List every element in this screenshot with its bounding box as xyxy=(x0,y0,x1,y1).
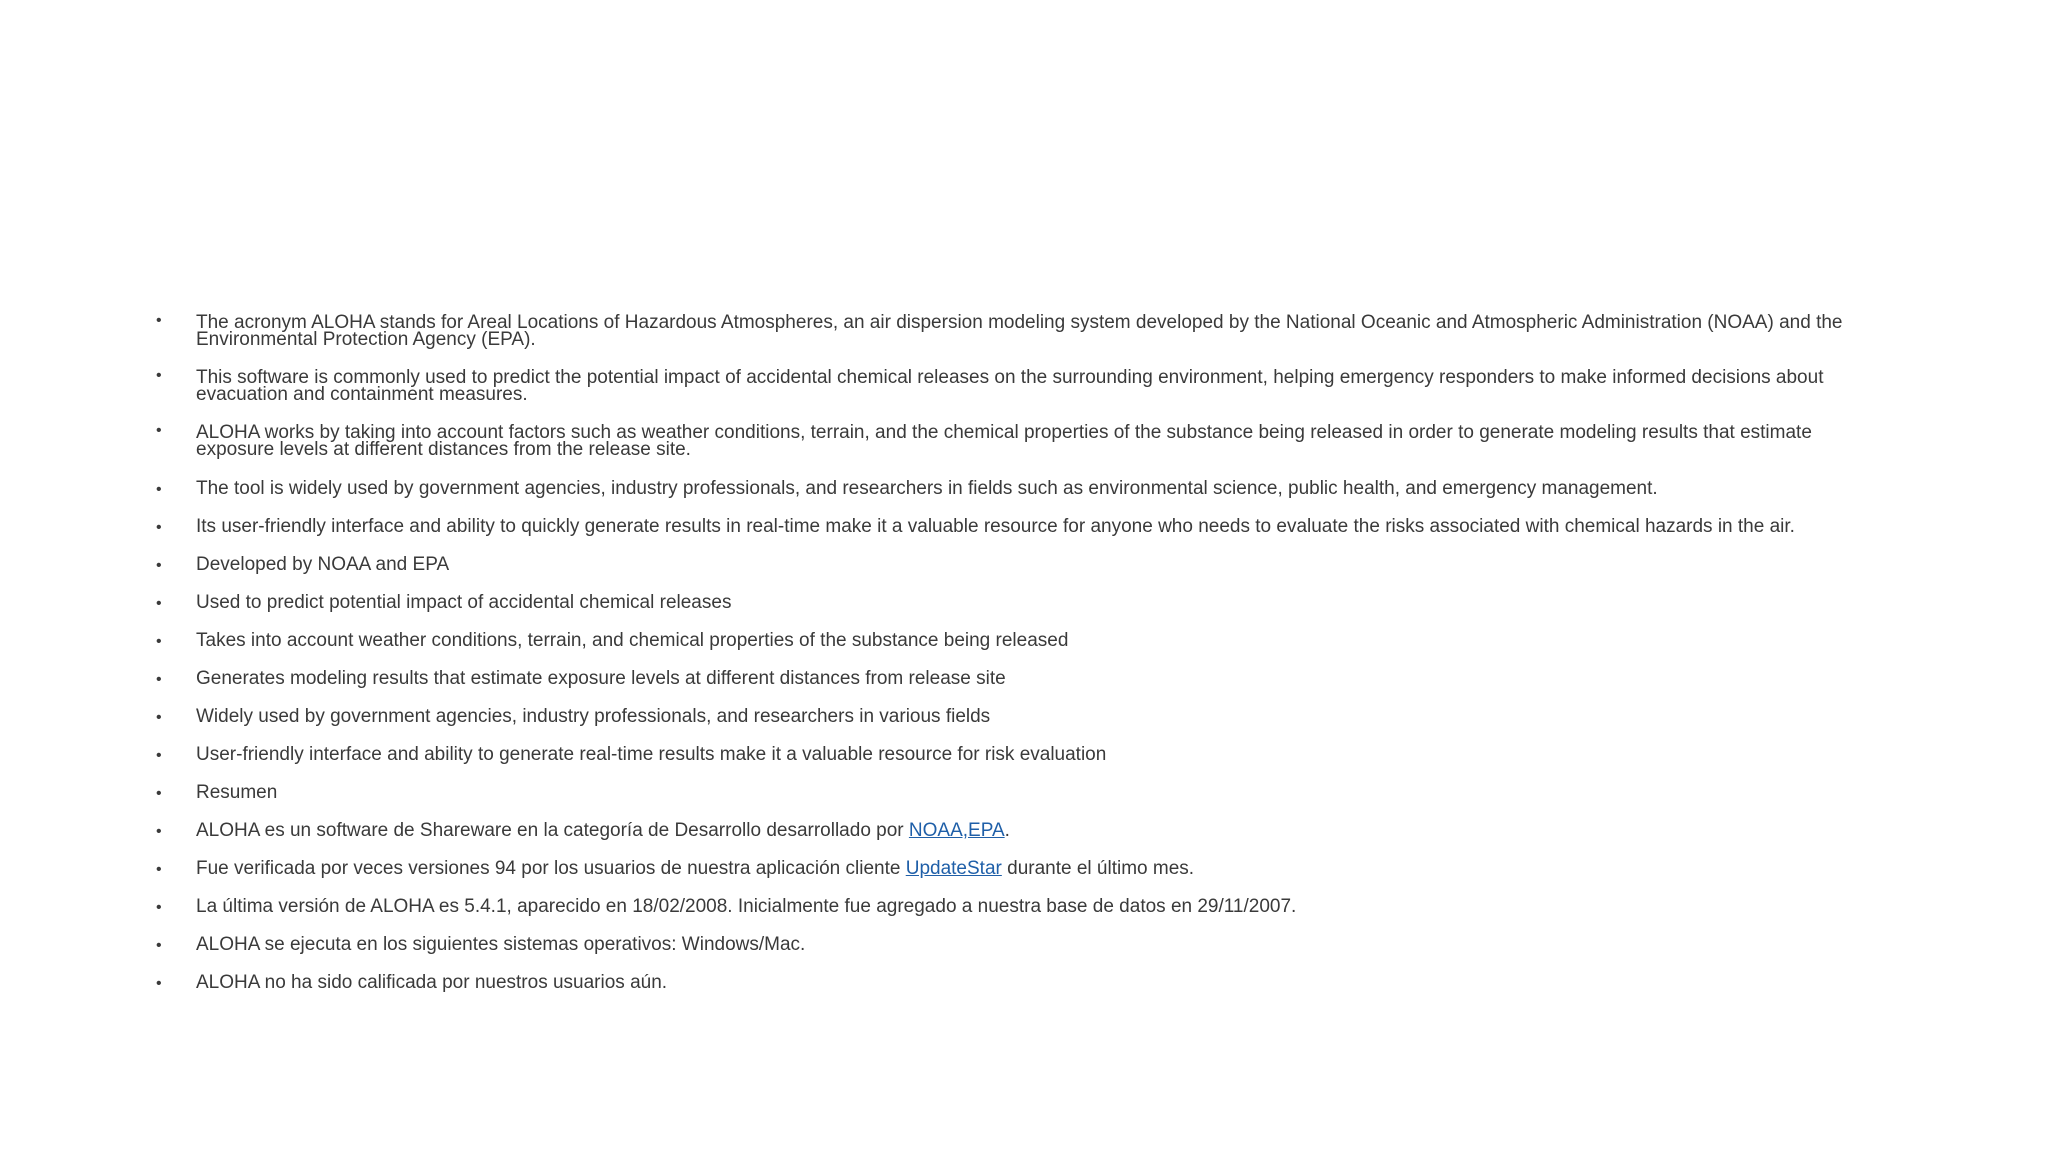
bullet-text: User-friendly interface and ability to generate real-time results make it a valuable resource for risk evaluation xyxy=(196,744,1107,765)
bullet-text: The tool is widely used by government agencies, industry professionals, and researchers in fields such as environmental science, public health, and emergency management. xyxy=(196,478,1658,499)
bullet-icon: • xyxy=(156,595,162,612)
bullet-item-shareware xyxy=(150,819,1890,843)
bullet-text-after: . xyxy=(1004,820,1010,841)
bullet-text: Its user-friendly interface and ability to quickly generate results in real-time make it a valuable resource for anyone who needs to evaluate the risks associated with chemical hazards in the air. xyxy=(196,516,1795,537)
bullet-text: Takes into account weather conditions, terrain, and chemical properties of the substance being released xyxy=(196,630,1069,651)
bullet-text: Widely used by government agencies, industry professionals, and researchers in various fields xyxy=(196,706,991,727)
bullet-item-software-use xyxy=(150,367,1890,403)
noaa-epa-link[interactable]: NOAA,EPA xyxy=(908,820,1005,841)
bullet-item-developed-by xyxy=(150,553,1890,577)
bullet-item-resumen xyxy=(150,781,1890,805)
bullet-text-after: durante el último mes. xyxy=(1001,858,1195,879)
bullet-item-rating xyxy=(150,971,1890,995)
bullet-icon: • xyxy=(156,671,162,688)
bullet-icon: • xyxy=(156,975,162,992)
bullet-text: Developed by NOAA and EPA xyxy=(196,554,450,575)
bullet-text: Used to predict potential impact of accidental chemical releases xyxy=(196,592,732,613)
bullet-item-users xyxy=(150,705,1890,729)
bullet-icon: • xyxy=(156,823,162,840)
bullet-item-latest-version xyxy=(150,895,1890,919)
bullet-icon: • xyxy=(156,422,162,439)
bullet-item-how-it-works xyxy=(150,422,1890,458)
bullet-icon: • xyxy=(156,899,162,916)
bullet-icon: • xyxy=(156,367,162,384)
bullet-icon: • xyxy=(156,937,162,954)
bullet-text: ALOHA no ha sido calificada por nuestros usuarios aún. xyxy=(196,972,668,993)
bullet-text: Generates modeling results that estimate exposure levels at different distances from release site xyxy=(196,668,1006,689)
bullet-icon: • xyxy=(156,557,162,574)
bullet-item-user-friendly xyxy=(150,515,1890,539)
bullet-icon: • xyxy=(156,519,162,536)
bullet-text-before: Fue verificada por veces versiones 94 por los usuarios de nuestra aplicación cliente xyxy=(196,858,906,879)
bullet-item-verified xyxy=(150,857,1890,881)
bullet-item-operating-systems xyxy=(150,933,1890,957)
bullet-text: ALOHA se ejecuta en los siguientes sistemas operativos: Windows/Mac. xyxy=(196,934,806,955)
bullet-icon: • xyxy=(156,481,162,498)
bullet-text: The acronym ALOHA stands for Areal Locations of Hazardous Atmospheres, an air dispersion modeling system developed by the National Oceanic and Atmospheric Administration (NOAA) and the Environmental Protection Agency (EPA). xyxy=(196,312,1843,350)
bullet-item-widely-used xyxy=(150,477,1890,501)
bullet-text: La última versión de ALOHA es 5.4.1, aparecido en 18/02/2008. Inicialmente fue agregado a nuestra base de datos en 29/11/2007. xyxy=(196,896,1297,917)
bullet-icon: • xyxy=(156,861,162,878)
bullet-item-factors xyxy=(150,629,1890,653)
bullet-item-aloha-acronym xyxy=(150,312,1890,348)
bullet-text: This software is commonly used to predict the potential impact of accidental chemical releases on the surrounding environment, helping emergency responders to make informed decisions about evacuation and containment measures. xyxy=(196,367,1824,405)
bullet-list xyxy=(150,312,1890,1009)
bullet-text-before: ALOHA es un software de Shareware en la categoría de Desarrollo desarrollado por xyxy=(196,820,909,841)
bullet-icon: • xyxy=(156,633,162,650)
bullet-item-modeling-results xyxy=(150,667,1890,691)
bullet-icon: • xyxy=(156,709,162,726)
bullet-icon: • xyxy=(156,312,162,329)
bullet-item-predict-impact xyxy=(150,591,1890,615)
bullet-icon: • xyxy=(156,747,162,764)
bullet-icon: • xyxy=(156,785,162,802)
updatestar-link[interactable]: UpdateStar xyxy=(905,858,1002,879)
bullet-item-risk-evaluation xyxy=(150,743,1890,767)
bullet-text: Resumen xyxy=(196,782,278,803)
bullet-text: ALOHA works by taking into account factors such as weather conditions, terrain, and the chemical properties of the substance being released in order to generate modeling results that estimate exposure levels at different distances from the release site. xyxy=(196,422,1812,460)
